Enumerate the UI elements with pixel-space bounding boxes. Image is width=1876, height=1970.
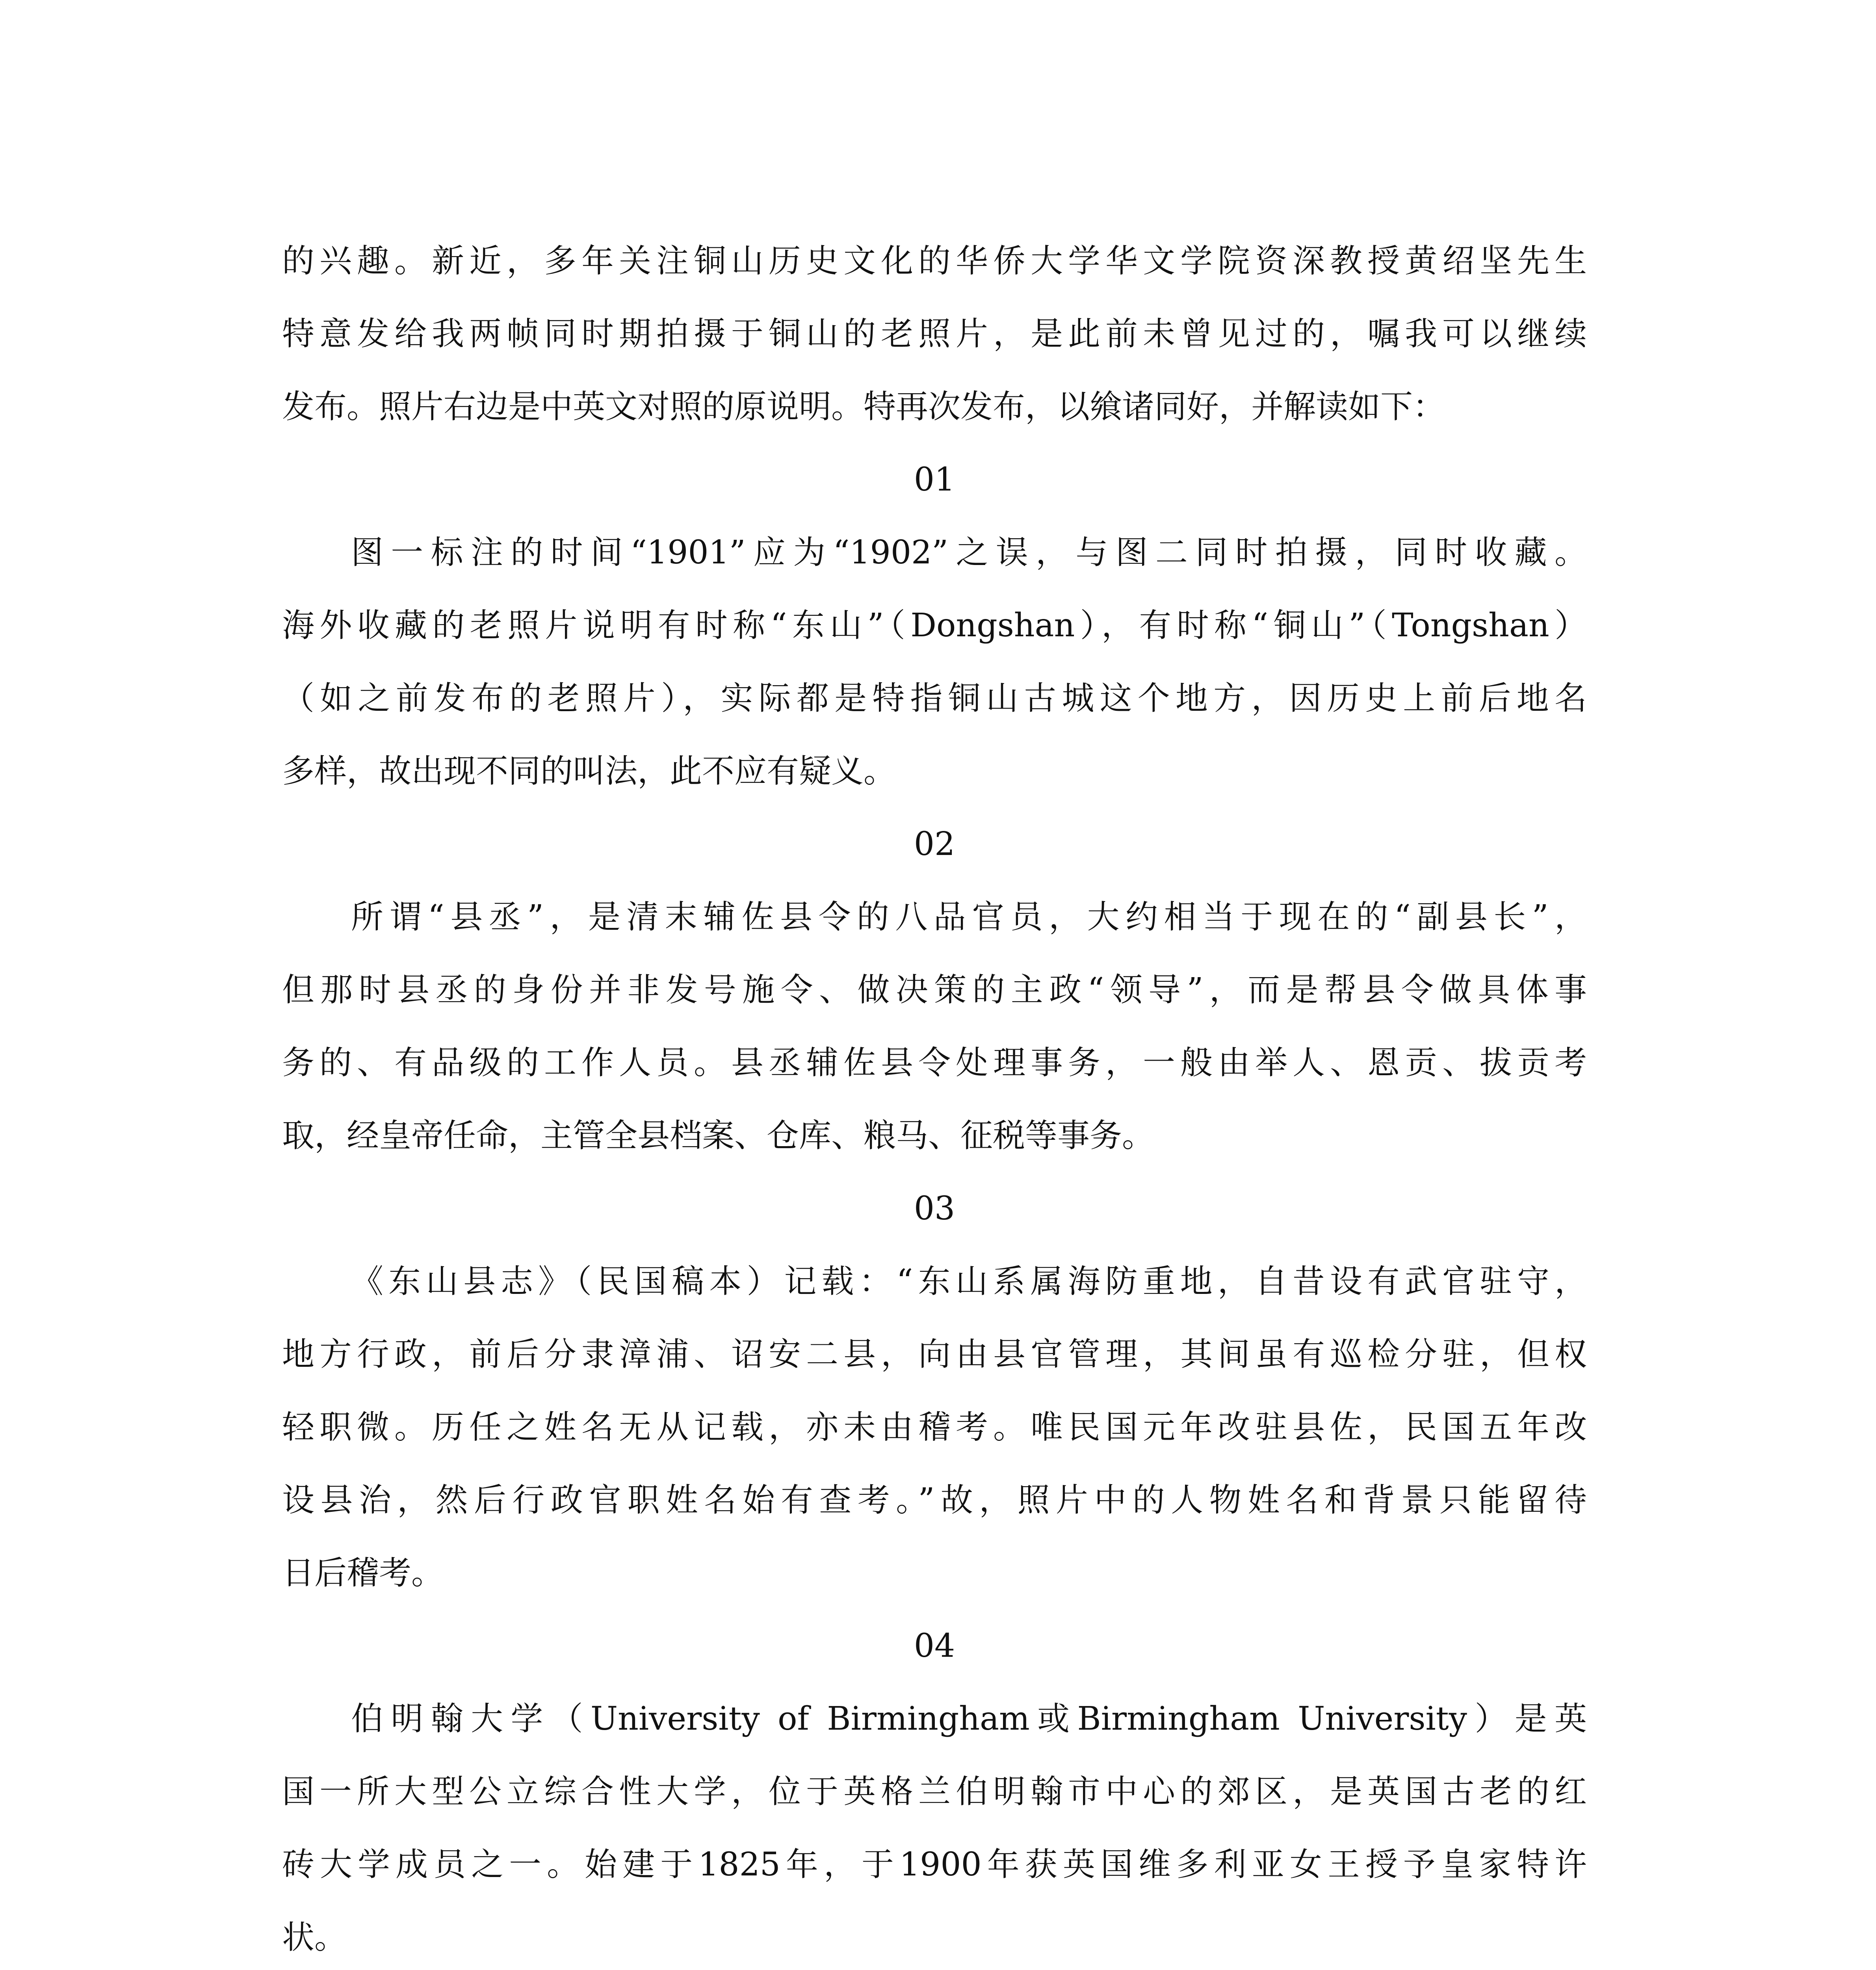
text-line: 设县治，然后行政官职姓名始有查考。”故，照片中的人物姓名和背景只能留待 bbox=[282, 1481, 1587, 1519]
text-line: 海外收藏的老照片说明有时称“东山”（Dongshan），有时称“铜山”（Tongshan） bbox=[282, 607, 1587, 644]
article-body bbox=[282, 225, 1587, 1970]
section-04-paragraph-a bbox=[282, 1682, 1587, 1970]
text-line: 的兴趣。新近，多年关注铜山历史文化的华侨大学华文学院资深教授黄绍坚先生 bbox=[282, 242, 1587, 280]
section-number-02: 02 bbox=[914, 825, 955, 863]
section-number-01: 01 bbox=[914, 461, 955, 498]
text-line: 《东山县志》（民国稿本）记载：“东山系属海防重地，自昔设有武官驻守， bbox=[351, 1263, 1587, 1300]
section-number-04: 04 bbox=[914, 1627, 955, 1665]
text-line: 国一所大型公立综合性大学，位于英格兰伯明翰市中心的郊区，是英国古老的红 bbox=[282, 1773, 1587, 1810]
text-line: 发布。照片右边是中英文对照的原说明。特再次发布，以飨诸同好，并解读如下： bbox=[282, 388, 1445, 426]
text-line: 砖大学成员之一。始建于1825年，于1900年获英国维多利亚女王授予皇家特许 bbox=[282, 1846, 1587, 1883]
section-03-paragraph bbox=[282, 1245, 1587, 1609]
text-line: （如之前发布的老照片），实际都是特指铜山古城这个地方，因历史上前后地名 bbox=[282, 680, 1587, 717]
text-line: 状。 bbox=[282, 1919, 347, 1956]
text-line: 地方行政，前后分隶漳浦、诏安二县，向由县官管理，其间虽有巡检分驻，但权 bbox=[282, 1336, 1587, 1373]
text-line: 务的、有品级的工作人员。县丞辅佐县令处理事务，一般由举人、恩贡、拔贡考 bbox=[282, 1044, 1587, 1082]
text-line: 图一标注的时间“1901”应为“1902”之误，与图二同时拍摄，同时收藏。 bbox=[351, 534, 1587, 571]
text-line: 多样，故出现不同的叫法，此不应有疑义。 bbox=[282, 753, 896, 790]
text-line: 所谓“县丞”，是清末辅佐县令的八品官员，大约相当于现在的“副县长”， bbox=[351, 898, 1587, 936]
text-line: 伯明翰大学（University of Birmingham或Birmingham University）是英 bbox=[351, 1700, 1587, 1738]
text-line: 特意发给我两帧同时期拍摄于铜山的老照片，是此前未曾见过的，嘱我可以继续 bbox=[282, 315, 1587, 353]
text-line: 但那时县丞的身份并非发号施令、做决策的主政“领导”，而是帮县令做具体事 bbox=[282, 971, 1587, 1009]
text-line: 取，经皇帝任命，主管全县档案、仓库、粮马、征税等事务。 bbox=[282, 1117, 1155, 1154]
text-line: 日后稽考。 bbox=[282, 1554, 444, 1592]
section-02-paragraph bbox=[282, 881, 1587, 1172]
section-number-03: 03 bbox=[914, 1190, 955, 1227]
text-line: 轻职微。历任之姓名无从记载，亦未由稽考。唯民国元年改驻县佐，民国五年改 bbox=[282, 1409, 1587, 1446]
intro-paragraph bbox=[282, 225, 1587, 443]
section-01-paragraph bbox=[282, 516, 1587, 808]
